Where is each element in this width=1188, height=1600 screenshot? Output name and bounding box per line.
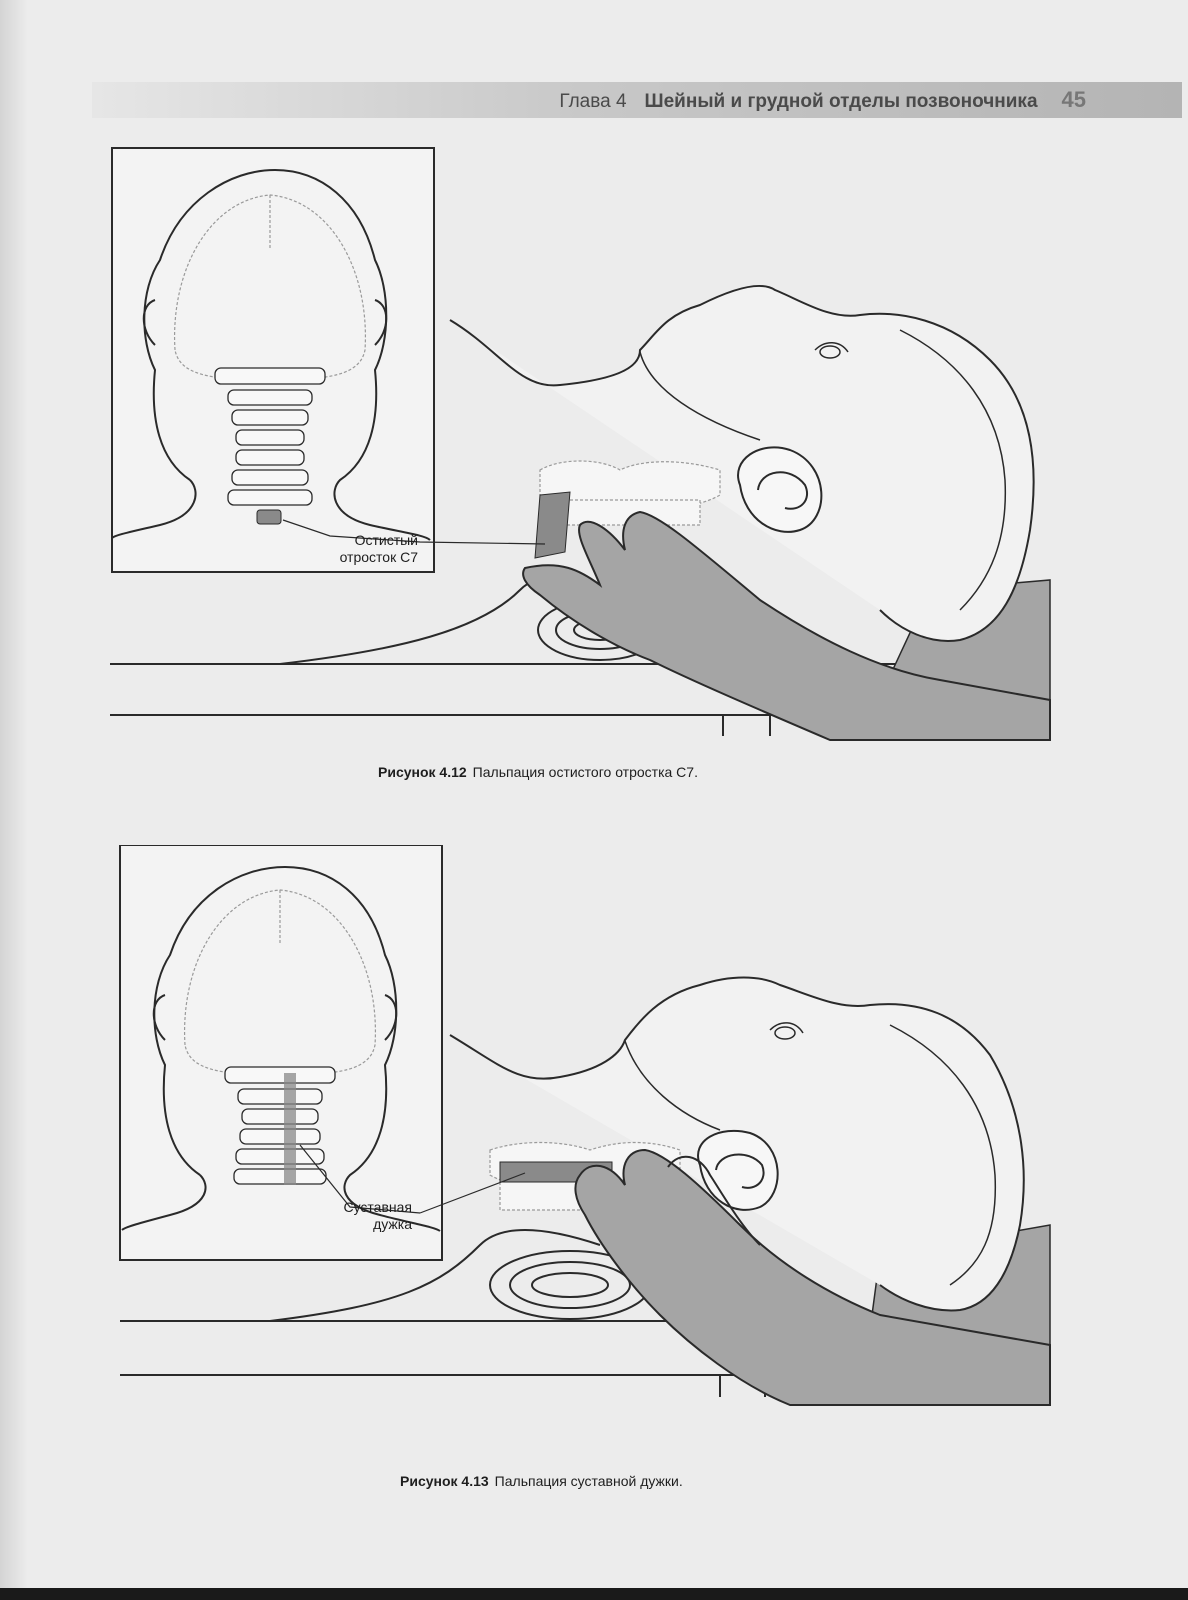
callout-articular-pillar: [343, 1199, 412, 1233]
chapter-title: Шейный и грудной отделы позвоночника: [644, 91, 1038, 112]
figure-caption: [400, 1473, 683, 1489]
inset-c7-highlight: [257, 510, 281, 524]
figure-number: Рисунок 4.12: [378, 764, 467, 780]
page-number: 45: [1061, 87, 1086, 112]
running-header-text: [559, 82, 1086, 118]
chapter-label: Глава 4: [559, 91, 627, 112]
figure-caption: [378, 764, 698, 780]
callout-line-1: Остистый: [354, 532, 418, 548]
callout-line-2: дужка: [373, 1216, 412, 1232]
page-bottom-edge: [0, 1588, 1188, 1600]
inset-pillar-highlight: [284, 1073, 296, 1185]
inset-box: [120, 845, 442, 1260]
figure-number: Рисунок 4.13: [400, 1473, 489, 1489]
figure-4-12: [0, 140, 1188, 800]
figure-caption-text: Пальпация суставной дужки.: [494, 1473, 683, 1489]
figure-caption-text: Пальпация остистого отростка С7.: [472, 764, 698, 780]
figure-4-12-illustration: [0, 140, 1188, 800]
callout-line-2: отросток С7: [339, 549, 418, 565]
inset-box: [112, 148, 434, 572]
callout-spinous-process: [340, 532, 418, 566]
figure-4-13: [0, 845, 1188, 1505]
running-header: [92, 82, 1182, 118]
callout-line-1: Суставная: [343, 1199, 412, 1215]
c7-highlight: [535, 492, 570, 558]
figure-4-13-illustration: [0, 845, 1188, 1505]
